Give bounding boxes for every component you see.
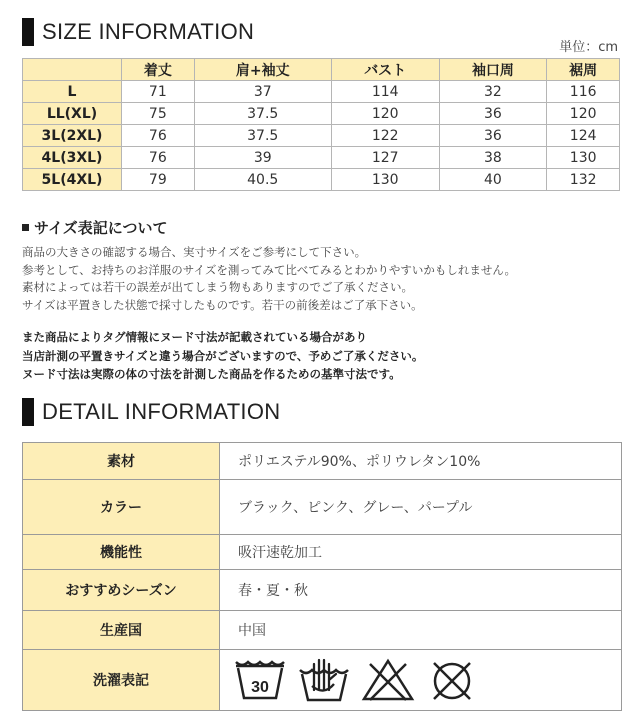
detail-row [23, 650, 622, 711]
column-header: バスト [331, 59, 439, 81]
table-row [23, 125, 620, 147]
notes-title [22, 217, 168, 238]
table-cell: 124 [547, 125, 620, 147]
size-label: 3L(2XL) [23, 125, 122, 147]
notes-title-text: サイズ表記について [34, 219, 168, 237]
size-label: L [23, 81, 122, 103]
no-bleach-icon [360, 656, 416, 704]
detail-row [23, 480, 622, 535]
detail-row [23, 570, 622, 611]
table-cell: 116 [547, 81, 620, 103]
size-table-header-row [23, 59, 620, 81]
notes-body [22, 244, 622, 314]
note-bold-paragraph: ヌード寸法は実際の体の寸法を計測した商品を作るための基準寸法です。 [22, 367, 401, 381]
detail-label: 機能性 [23, 535, 220, 570]
table-cell: 130 [331, 169, 439, 191]
table-row [23, 103, 620, 125]
table-cell: 36 [439, 125, 547, 147]
size-table-corner [23, 59, 122, 81]
table-cell: 38 [439, 147, 547, 169]
note-bold-paragraph: 当店計測の平置きサイズと違う場合がございますので、予めご了承ください。 [22, 348, 424, 363]
table-cell: 120 [547, 103, 620, 125]
table-cell: 39 [194, 147, 331, 169]
detail-value: 吸汗速乾加工 [220, 535, 622, 570]
detail-row [23, 535, 622, 570]
column-header: 裾周 [547, 59, 620, 81]
table-cell: 130 [547, 147, 620, 169]
table-row [23, 169, 620, 191]
table-cell: 40 [439, 169, 547, 191]
detail-row [23, 443, 622, 480]
table-cell: 114 [331, 81, 439, 103]
detail-label: 素材 [23, 443, 220, 480]
no-tumble-dry-icon [424, 656, 480, 704]
detail-label: おすすめシーズン [23, 570, 220, 611]
table-cell: 127 [331, 147, 439, 169]
table-row [23, 81, 620, 103]
note-paragraph: 素材によっては若干の誤差が出てしまう物もありますのでご了承ください。 [22, 280, 413, 294]
column-header: 肩+袖丈 [194, 59, 331, 81]
detail-value: ポリエステル90%、ポリウレタン10% [220, 443, 622, 480]
table-cell: 71 [122, 81, 195, 103]
detail-row [23, 611, 622, 650]
column-header: 着丈 [122, 59, 195, 81]
table-cell: 37.5 [194, 103, 331, 125]
detail-label: 生産国 [23, 611, 220, 650]
table-cell: 76 [122, 147, 195, 169]
note-paragraph: 商品の大きさの確認する場合、実寸サイズをご参考にして下さい。 [22, 245, 367, 259]
unit-label: 単位：cm [559, 40, 618, 55]
detail-value: 春・夏・秋 [220, 570, 622, 611]
size-section-header [22, 18, 254, 46]
detail-table [22, 442, 622, 711]
hand-wash-icon [296, 656, 352, 704]
table-cell: 37 [194, 81, 331, 103]
wash-temperature: 30 [251, 679, 269, 696]
detail-value: ブラック、ピンク、グレー、パープル [220, 480, 622, 535]
size-label: LL(XL) [23, 103, 122, 125]
table-cell: 36 [439, 103, 547, 125]
detail-label: 洗濯表記 [23, 650, 220, 711]
size-label: 5L(4XL) [23, 169, 122, 191]
table-cell: 79 [122, 169, 195, 191]
table-cell: 122 [331, 125, 439, 147]
size-section-title: SIZE INFORMATION [42, 19, 255, 44]
table-cell: 75 [122, 103, 195, 125]
table-cell: 32 [439, 81, 547, 103]
detail-section-title: DETAIL INFORMATION [42, 399, 281, 424]
size-label: 4L(3XL) [23, 147, 122, 169]
table-cell: 132 [547, 169, 620, 191]
note-paragraph: 参考として、お持ちのお洋服のサイズを測ってみて比べてみるとわかりやすいかもしれません。 [22, 262, 517, 277]
size-table [22, 58, 620, 191]
note-bold-paragraph: また商品によりタグ情報にヌード寸法が記載されている場合があり [22, 330, 367, 344]
header-bar [22, 18, 34, 46]
detail-value: 中国 [220, 611, 622, 650]
square-bullet-icon [22, 224, 29, 231]
table-cell: 37.5 [194, 125, 331, 147]
detail-label: カラー [23, 480, 220, 535]
washing-symbols [220, 650, 622, 711]
note-paragraph: サイズは平置きした状態で採寸したものです。若干の前後差はご了承下さい。 [22, 297, 423, 312]
header-bar [22, 398, 34, 426]
notes-bold-body [22, 328, 622, 384]
detail-section-header [22, 398, 280, 426]
wash-30-tub-icon [232, 656, 288, 704]
column-header: 袖口周 [439, 59, 547, 81]
table-cell: 40.5 [194, 169, 331, 191]
table-cell: 76 [122, 125, 195, 147]
table-row [23, 147, 620, 169]
table-cell: 120 [331, 103, 439, 125]
